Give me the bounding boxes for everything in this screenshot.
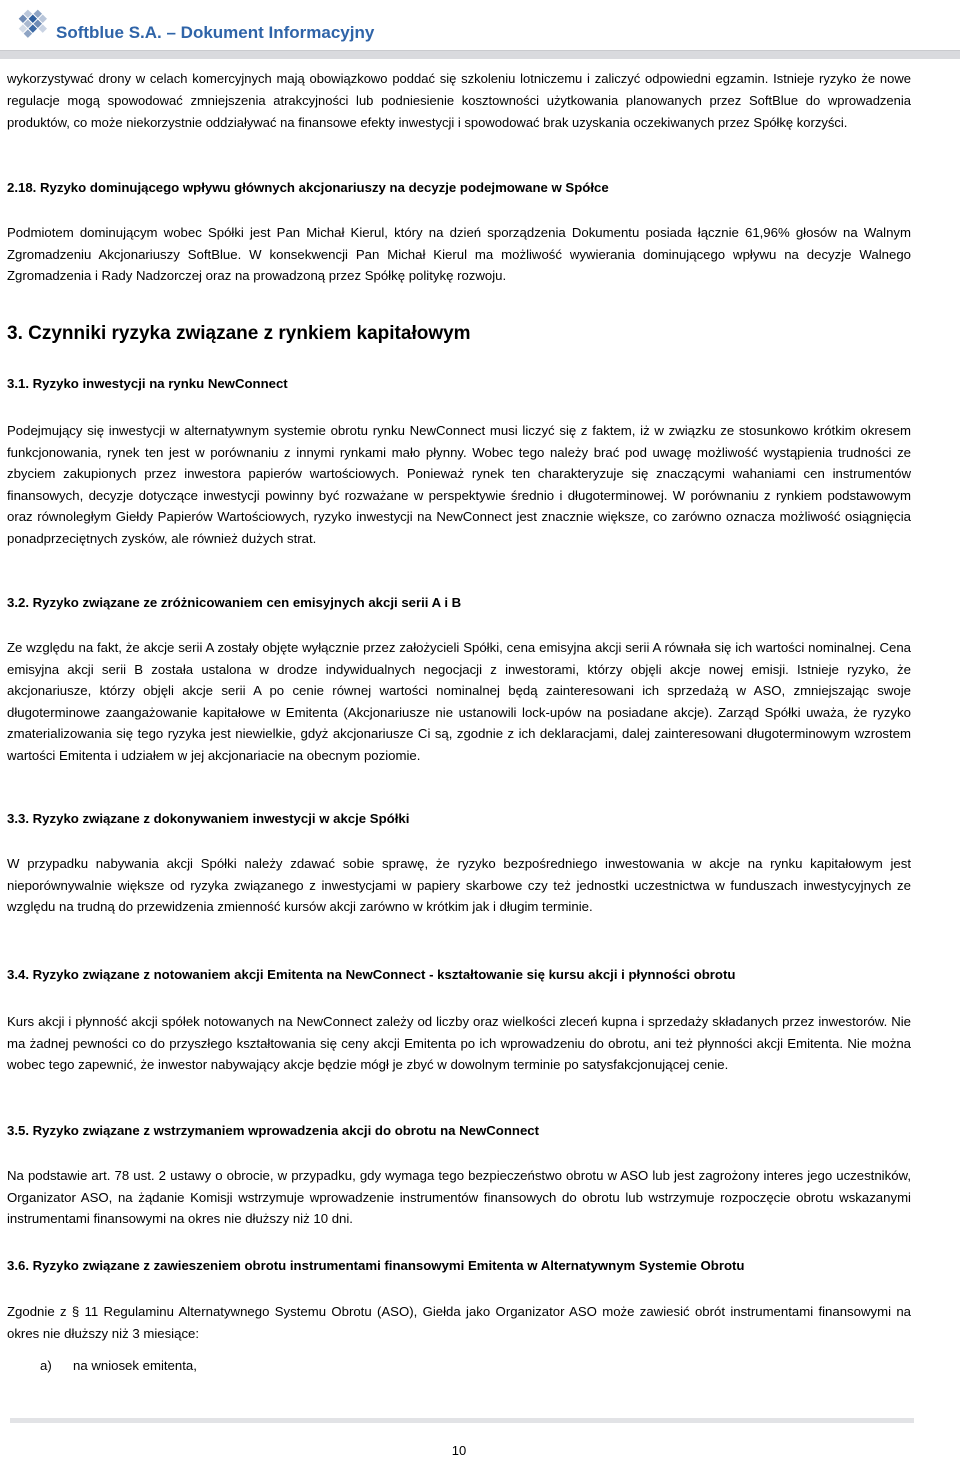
section-3-1-paragraph: Podejmujący się inwestycji w alternatywnym systemie obrotu rynku NewConnect musi liczyć się z faktem, iż w związku ze stosunkowo krótkim okresem funkcjonowania, rynek ten jest w porównaniu z innymi rynkami mało płynny. Wobec tego należy brać pod uwagę możliwość wystąpienia trudności ze zbyciem zakupionych przez inwestora papierów wartościowych. Ponieważ rynek ten charakteryzuje się znaczącymi wahaniami cen instrumentów finansowych, decyzje dotyczące inwestycji powinny być rozważane w perspektywie średnio i długoterminowej. W porównaniu z rynkiem podstawowym oraz równoległym Giełdy Papierów Wartościowych, ryzyko inwestycji na NewConnect jest znacznie większe, co zarówno oznacza możliwość osiągnięcia ponadprzeciętnych zysków, ale również dużych strat. [7, 423, 911, 546]
section-3-6-paragraph: Zgodnie z § 11 Regulaminu Alternatywnego Systemu Obrotu (ASO), Giełda jako Organizator ASO może zawiesić obrót instrumentami finansowymi na okres nie dłuższy niż 3 miesiące: [7, 1304, 911, 1341]
section-3-1-heading: 3.1. Ryzyko inwestycji na rynku NewConnect [7, 376, 288, 391]
section-3-6-heading: 3.6. Ryzyko związane z zawieszeniem obrotu instrumentami finansowymi Emitenta w Alternatywnym Systemie Obrotu [7, 1258, 745, 1273]
list-item-text: na wniosek emitenta, [73, 1358, 197, 1373]
section-3-3-heading: 3.3. Ryzyko związane z dokonywaniem inwestycji w akcje Spółki [7, 811, 410, 826]
section-3-5-heading: 3.5. Ryzyko związane z wstrzymaniem wprowadzenia akcji do obrotu na NewConnect [7, 1123, 540, 1138]
list-item-marker: a) [40, 1358, 52, 1373]
page-number: 10 [451, 1443, 467, 1458]
footer-divider [10, 1418, 914, 1423]
section-3-5-paragraph: Na podstawie art. 78 ust. 2 ustawy o obrocie, w przypadku, gdy wymaga tego bezpieczeństwo obrotu w ASO lub jest zagrożony interes jego uczestników, Organizator ASO, na żądanie Komisji wstrzymuje wprowadzenie instrumentów finansowych do obrotu lub wstrzymuje rozpoczęcie obrotu wskazanymi instrumentami finansowymi na okres nie dłuższy niż 10 dni. [7, 1168, 911, 1227]
list-item [40, 1356, 197, 1376]
section-3-2-heading: 3.2. Ryzyko związane ze zróżnicowaniem cen emisyjnych akcji serii A i B [7, 595, 462, 610]
softblue-logo-icon [10, 2, 50, 44]
section-2-18-paragraph: Podmiotem dominującym wobec Spółki jest Pan Michał Kierul, który na dzień sporządzenia Dokumentu posiada łącznie 61,96% głosów na Walnym Zgromadzeniu Akcjonariuszy SoftBlue. W konsekwencji Pan Michał Kierul ma możliwość wywierania dominującego wpływu na decyzje Walnego Zgromadzenia i Rady Nadzorczej oraz na prowadzoną przez Spółkę politykę rozwoju. [7, 225, 911, 284]
section-3-3-paragraph: W przypadku nabywania akcji Spółki należy zdawać sobie sprawę, że ryzyko bezpośredniego inwestowania w akcje na rynku kapitałowym jest nieporównywalnie większe od ryzyka związanego z inwestycjami w papiery skarbowe czy też jednostki uczestnictwa w funduszach inwestycyjnych ze względu na trudną do przewidzenia zmienność kursów akcji zarówno w krótkim jak i długim terminie. [7, 856, 911, 915]
section-2-18-heading: 2.18. Ryzyko dominującego wpływu głównych akcjonariuszy na decyzje podejmowane w Spółce [7, 180, 609, 195]
section-3-2-paragraph: Ze względu na fakt, że akcje serii A zostały objęte wyłącznie przez założycieli Spółki, cena emisyjna akcji serii A równała się ich wartości nominalnej. Cena emisyjna akcji serii B została ustalona w drodze indywidualnych negocjacji z inwestorami, którzy objęli akcje nowej emisji. Istnieje ryzyko, że akcjonariusze, którzy objęli akcje serii A po cenie równej wartości nominalnej będą zainteresowani ich sprzedażą w ASO, zmniejszając swoje długoterminowe zaangażowanie kapitałowe w Emitenta (Akcjonariusze nie ustanowili lock-upów na posiadane akcje). Zarząd Spółki uważa, że ryzyko zmaterializowania się tego ryzyka jest niewielkie, gdyż akcjonariusze Ci są, zgodnie z ich deklaracjami, dalej zainteresowani długoterminowym wzrostem wartości Emitenta i udziałem w jej akcjonariacie na obecnym poziomie. [7, 640, 911, 763]
header-divider [0, 50, 960, 59]
section-3-4-paragraph: Kurs akcji i płynność akcji spółek notowanych na NewConnect zależy od liczby oraz wielkości zleceń kupna i sprzedaży składanych przez inwestorów. Nie ma żadnej pewności co do przyszłego kształtowania się ceny akcji Emitenta po ich wprowadzeniu do obrotu, ani też płynności akcji Emitenta. Nie można wobec tego zapewnić, że inwestor nabywający akcje będzie mógł je zbyć w dowolnym terminie po satysfakcjonującej cenie. [7, 1014, 911, 1073]
header-title: Softblue S.A. – Dokument Informacyjny [56, 23, 375, 42]
section-3-4-heading: 3.4. Ryzyko związane z notowaniem akcji Emitenta na NewConnect - kształtowanie się kursu akcji i płynności obrotu [7, 967, 736, 982]
chapter-3-heading: 3. Czynniki ryzyka związane z rynkiem kapitałowym [7, 323, 471, 344]
page-header [0, 0, 960, 60]
intro-paragraph: wykorzystywać drony w celach komercyjnych mają obowiązkowo poddać się szkoleniu lotniczemu i zaliczyć odpowiedni egzamin. Istnieje ryzyko że nowe regulacje mogą spowodować zmniejszenia atrakcyjności lub podniesienie kosztowności użytkowania planowanych przez SoftBlue do wprowadzenia produktów, co może niekorzystnie oddziaływać na finansowe efekty inwestycji i spowodować brak uzyskania oczekiwanych przez Spółkę korzyści. [7, 71, 911, 130]
